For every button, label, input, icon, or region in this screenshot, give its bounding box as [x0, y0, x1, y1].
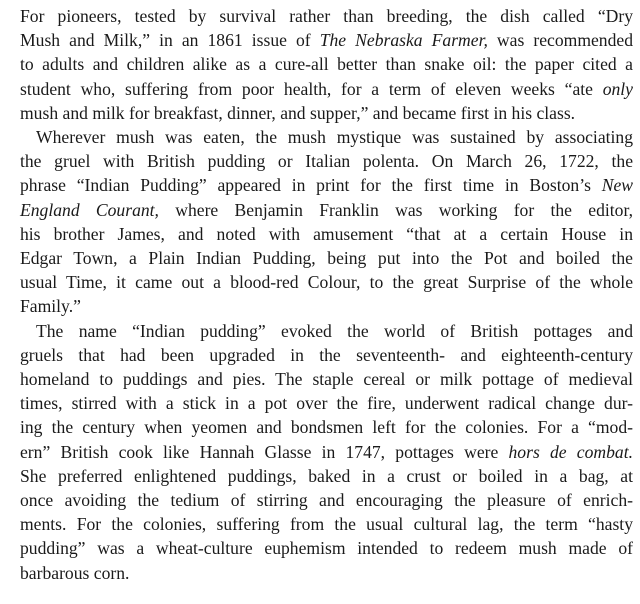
text-line: She preferred enlightened puddings, baked in a crust or boiled in a bag, at	[20, 465, 633, 486]
text-line: The name “Indian pudding” evoked the world of British pottages and	[36, 320, 633, 341]
text-line: the gruel with British pudding or Italian polenta. On March 26, 1722, the	[20, 151, 633, 172]
italic-text: The Nebraska Farmer,	[319, 30, 488, 51]
text-line: Wherever mush was eaten, the mush mystique was sustained by associating	[36, 127, 633, 147]
text-line: barbarous corn.	[20, 562, 130, 583]
text-line: ing the century when yeomen and bondsmen left for the colonies. For a “mod-	[20, 417, 633, 438]
text-line: gruels that had been upgraded in the seventeenth- and eighteenth-century	[20, 344, 633, 365]
italic-text: England Courant,	[20, 199, 159, 220]
text-line: phrase “Indian Pudding” appeared in print for the first time in Boston’s New	[20, 175, 633, 196]
text-line: Family.”	[20, 296, 81, 317]
text-line: ern” British cook like Hannah Glasse in 1747, pottages were hors de combat.	[20, 441, 633, 462]
text-line: England Courant, where Benjamin Franklin was working for the editor,	[20, 199, 634, 220]
italic-text: only	[602, 78, 633, 99]
text-line: For pioneers, tested by survival rather than breeding, the dish called “Dry	[20, 6, 633, 26]
text-line: his brother James, and noted with amusement “that at a certain House in	[20, 223, 633, 244]
text-line: once avoiding the tedium of stirring and encouraging the pleasure of enrich-	[20, 490, 633, 510]
italic-text: hors de combat.	[508, 441, 633, 462]
text-line: pudding” was a wheat-culture euphemism intended to redeem mush made of	[20, 538, 633, 559]
text-line: times, stirred with a stick in a pot over the fire, underwent radical change dur-	[20, 393, 633, 414]
text-line: student who, suffering from poor health, for a term of eleven weeks “ate only	[20, 78, 633, 99]
text-line: Mush and Milk,” in an 1861 issue of The Nebraska Farmer, was recommended	[20, 30, 634, 51]
text-line: usual Time, it came out a blood-red Colour, to the great Surprise of the whole	[20, 272, 633, 293]
text-line: ments. For the colonies, suffering from the usual cultural lag, the term “hasty	[20, 514, 633, 535]
text-line: homeland to puddings and pies. The staple cereal or milk pottage of medieval	[20, 369, 633, 389]
text-line: to adults and children alike as a cure-all better than snake oil: the paper cited a	[20, 54, 633, 75]
text-line: Edgar Town, a Plain Indian Pudding, being put into the Pot and boiled the	[20, 248, 633, 268]
text-line: mush and milk for breakfast, dinner, and supper,” and became first in his class.	[20, 102, 576, 123]
italic-text: New	[601, 175, 633, 196]
